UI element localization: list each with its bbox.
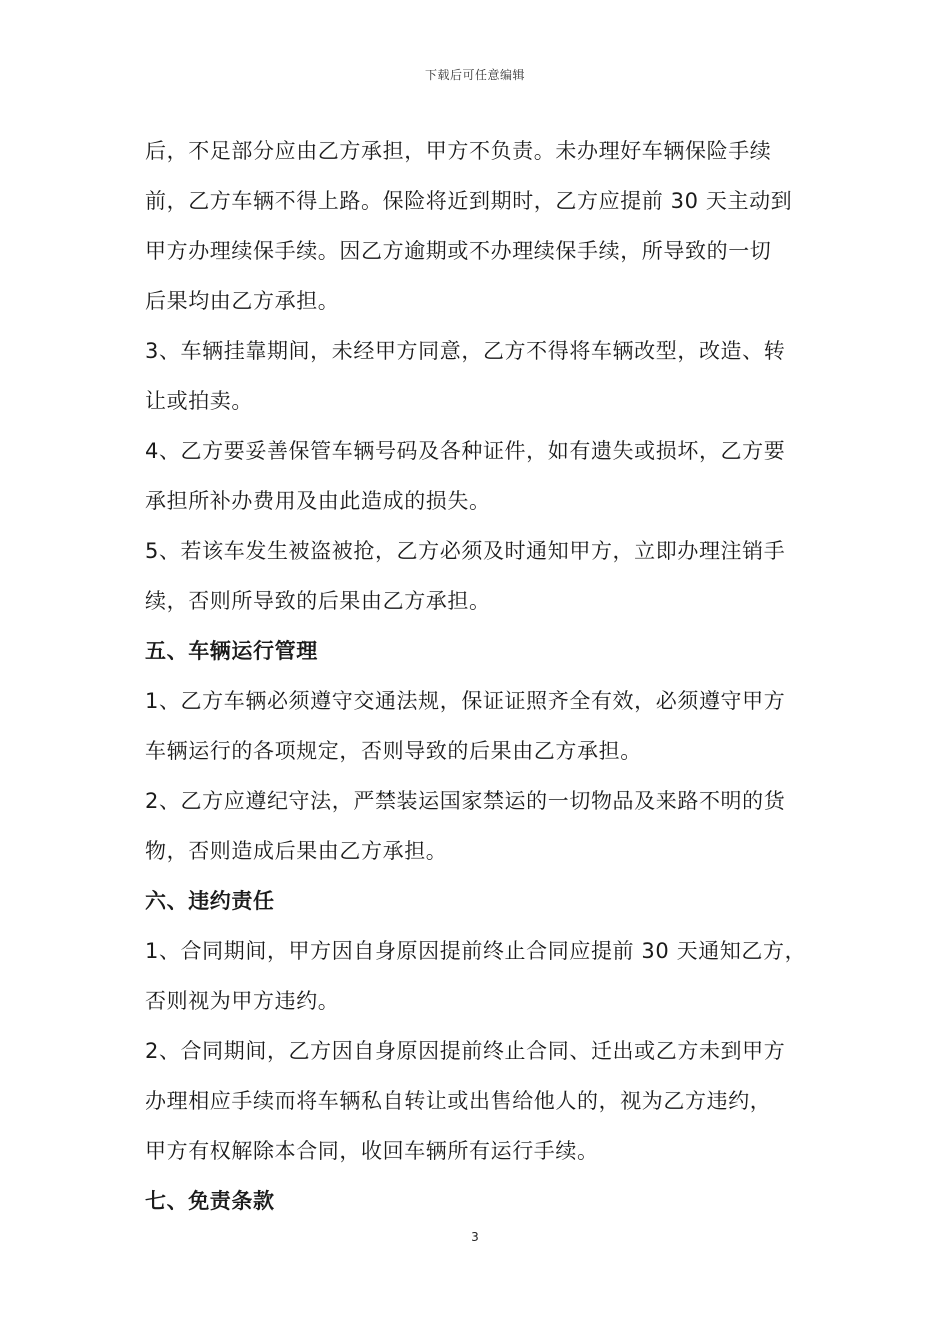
body-line: 5、若该车发生被盗被抢，乙方必须及时通知甲方，立即办理注销手 — [145, 539, 786, 563]
body-line: 办理相应手续而将车辆私自转让或出售给他人的，视为乙方违约， — [145, 1089, 772, 1113]
body-line: 2、乙方应遵纪守法，严禁装运国家禁运的一切物品及来路不明的货 — [145, 789, 786, 813]
body-line: 后果均由乙方承担。 — [145, 289, 340, 313]
body-line: 甲方有权解除本合同，收回车辆所有运行手续。 — [145, 1139, 599, 1163]
document-body — [145, 126, 825, 1226]
body-line: 甲方办理续保手续。因乙方逾期或不办理续保手续，所导致的一切 — [145, 239, 772, 263]
body-line: 后，不足部分应由乙方承担，甲方不负责。未办理好车辆保险手续 — [145, 139, 772, 163]
body-line: 3、车辆挂靠期间，未经甲方同意，乙方不得将车辆改型，改造、转 — [145, 339, 786, 363]
body-line: 否则视为甲方违约。 — [145, 989, 340, 1013]
header-note: 下载后可任意编辑 — [424, 68, 525, 82]
section-heading: 六、违约责任 — [145, 889, 275, 913]
body-line: 让或拍卖。 — [145, 389, 253, 413]
section-heading: 五、车辆运行管理 — [145, 639, 318, 663]
body-line: 续，否则所导致的后果由乙方承担。 — [145, 589, 491, 613]
body-line: 物，否则造成后果由乙方承担。 — [145, 839, 448, 863]
body-line: 4、乙方要妥善保管车辆号码及各种证件，如有遗失或损坏，乙方要 — [145, 439, 786, 463]
body-line: 2、合同期间，乙方因自身原因提前终止合同、迁出或乙方未到甲方 — [145, 1039, 786, 1063]
page-number: 3 — [471, 1230, 479, 1244]
body-line: 承担所补办费用及由此造成的损失。 — [145, 489, 491, 513]
body-line: 1、乙方车辆必须遵守交通法规，保证证照齐全有效，必须遵守甲方 — [145, 689, 786, 713]
body-line: 车辆运行的各项规定，否则导致的后果由乙方承担。 — [145, 739, 642, 763]
body-line: 1、合同期间，甲方因自身原因提前终止合同应提前 30 天通知乙方， — [145, 939, 807, 963]
section-heading: 七、免责条款 — [145, 1189, 275, 1213]
body-line: 前，乙方车辆不得上路。保险将近到期时，乙方应提前 30 天主动到 — [145, 189, 793, 213]
